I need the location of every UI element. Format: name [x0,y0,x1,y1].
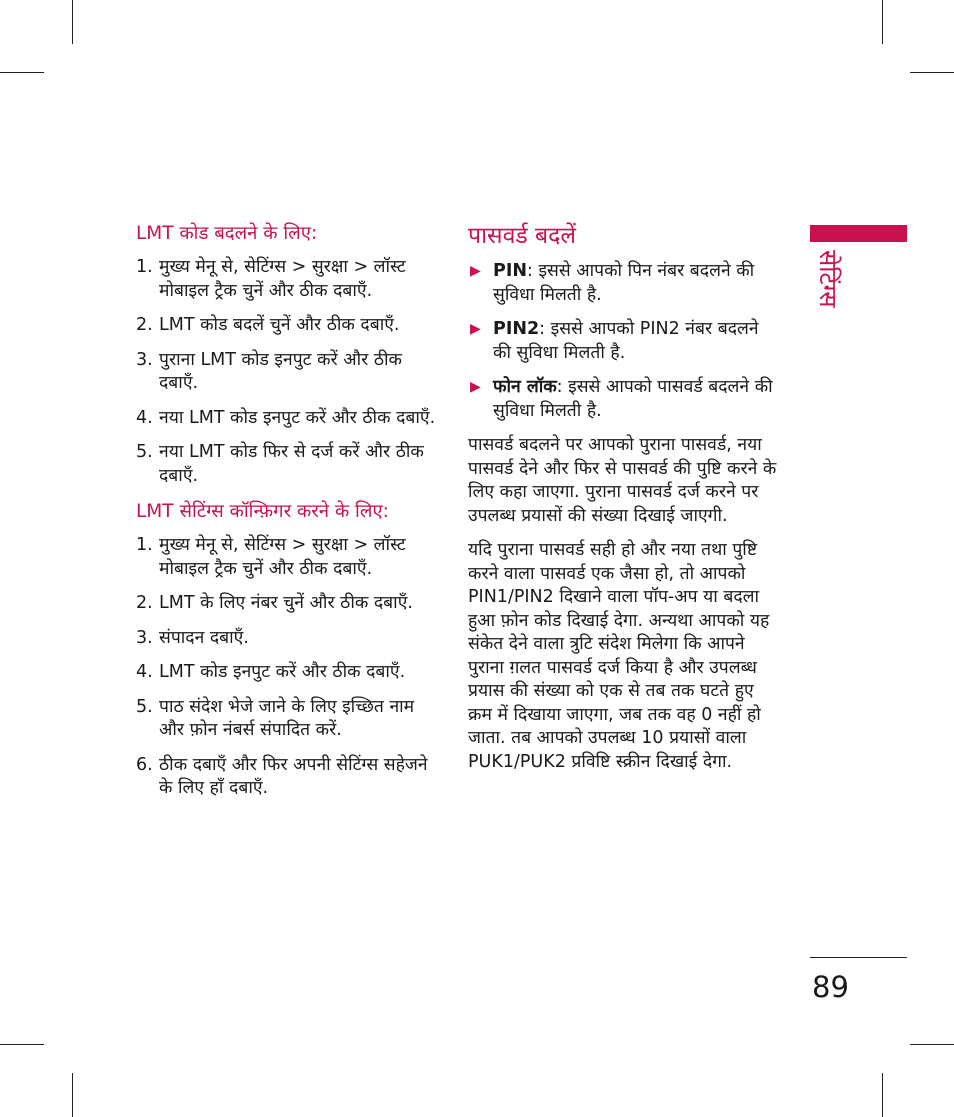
section-title: पासवर्ड बदलें [468,223,576,249]
step-text: संपादन दबाएँ. [159,627,249,648]
option-text: : इससे आपको PIN2 नंबर बदलने की सुविधा मिलती है. [493,319,759,363]
crop-mark [910,72,954,73]
triangle-bullet-icon: ▶ [470,321,481,337]
step-number: 6. [136,754,153,775]
step-number: 3. [136,349,153,370]
step-number: 1. [136,257,153,277]
step-text: LMT कोड इनपुट करें और ठीक दबाएँ. [159,662,406,682]
step-text: LMT कोड बदलें चुनें और ठीक दबाएँ. [159,315,400,335]
list-item [468,260,778,307]
step-text: ठीक दबाएँ और फिर अपनी सेटिंग्स सहेजने के लिए हाँ दबाएँ. [159,754,428,798]
lmt-settings-heading: LMT सेटिंग्स कॉन्फ़िगर करने के लिए: [136,501,389,522]
step-text: नया LMT कोड इनपुट करें और ठीक दबाएँ. [159,407,436,428]
step-text: पाठ संदेश भेजे जाने के लिए इच्छित नाम और फ़ोन नंबर्स संपादित करें. [159,696,415,740]
step-number: 2. [136,315,153,335]
list-item [136,754,441,801]
list-item [468,376,778,423]
password-options [468,260,778,423]
option-term: PIN [493,261,527,281]
paragraph: पासवर्ड बदलने पर आपको पुराना पासवर्ड, नया पासवर्ड देने और फिर से पासवर्ड की पुष्टि करने के लिए कहा जाएगा. पुराना पासवर्ड दर्ज करने पर उपलब्ध प्रयासों की संख्या दिखाई जाएगी. [468,435,777,526]
triangle-bullet-icon: ▶ [470,263,481,279]
option-term: फोन लॉक [493,377,557,397]
option-text: : इससे आपको पिन नंबर बदलने की सुविधा मिलती है. [493,261,755,305]
step-number: 4. [136,662,153,682]
page-number: 89 [812,970,849,1004]
left-column [136,222,441,812]
list-item [136,696,441,743]
option-term: PIN2 [493,319,540,339]
right-column [468,222,778,785]
step-text: मुख्य मेनू से, सेटिंग्स > सुरक्षा > लॉस्ट मोबाइल ट्रैक चुनें और ठीक दबाएँ. [159,535,406,579]
list-item [136,349,441,396]
lmt-settings-steps [136,534,441,801]
step-number: 2. [136,593,153,613]
list-item [136,441,441,488]
side-tab-bar [810,225,907,242]
step-number: 1. [136,535,153,555]
paragraph: यदि पुराना पासवर्ड सही हो और नया तथा पुष्टि करने वाला पासवर्ड एक जैसा हो, तो आपको PIN1/PIN2 दिखाने वाला पॉप-अप या बदला हुआ फ़ोन कोड दिखाई देगा. अन्यथा आपको यह संकेत देने वाला त्रुटि संदेश मिलेगा कि आपने पुराना ग़लत पासवर्ड दर्ज किया है और उपलब्ध प्रयास की संख्या को एक से तब तक घटते हुए क्रम में दिखाया जाएगा, जब तक वह 0 नहीं हो जाता. तब आपको उपलब्ध 10 प्रयासों वाला PUK1/PUK2 प्रविष्टि स्क्रीन दिखाई देगा. [468,540,770,772]
step-number: 5. [136,442,153,462]
page-number-rule [810,957,907,958]
step-number: 5. [136,696,153,717]
lmt-code-heading: LMT कोड बदलने के लिए: [136,223,318,244]
list-item [136,627,441,651]
crop-mark [0,72,44,73]
side-tab-label: सेटिंग्स [814,250,842,308]
option-text: : इससे आपको पासवर्ड बदलने की सुविधा मिलती है. [493,377,773,421]
step-text: नया LMT कोड फिर से दर्ज करें और ठीक दबाएँ. [159,442,424,486]
crop-mark [910,1044,954,1045]
step-text: मुख्य मेनू से, सेटिंग्स > सुरक्षा > लॉस्ट मोबाइल ट्रैक चुनें और ठीक दबाएँ. [159,257,406,301]
step-number: 4. [136,407,153,428]
step-text: पुराना LMT कोड इनपुट करें और ठीक दबाएँ. [159,349,402,393]
list-item [136,534,441,581]
crop-mark [72,0,73,44]
crop-mark [882,0,883,44]
triangle-bullet-icon: ▶ [470,379,481,395]
crop-mark [72,1073,73,1117]
list-item [136,256,441,303]
lmt-code-steps [136,256,441,488]
step-text: LMT के लिए नंबर चुनें और ठीक दबाएँ. [159,593,413,613]
crop-mark [882,1073,883,1117]
crop-mark [0,1044,44,1045]
list-item [136,314,441,338]
list-item [468,318,778,365]
list-item [136,592,441,616]
list-item [136,661,441,685]
step-number: 3. [136,627,153,648]
list-item [136,407,441,431]
